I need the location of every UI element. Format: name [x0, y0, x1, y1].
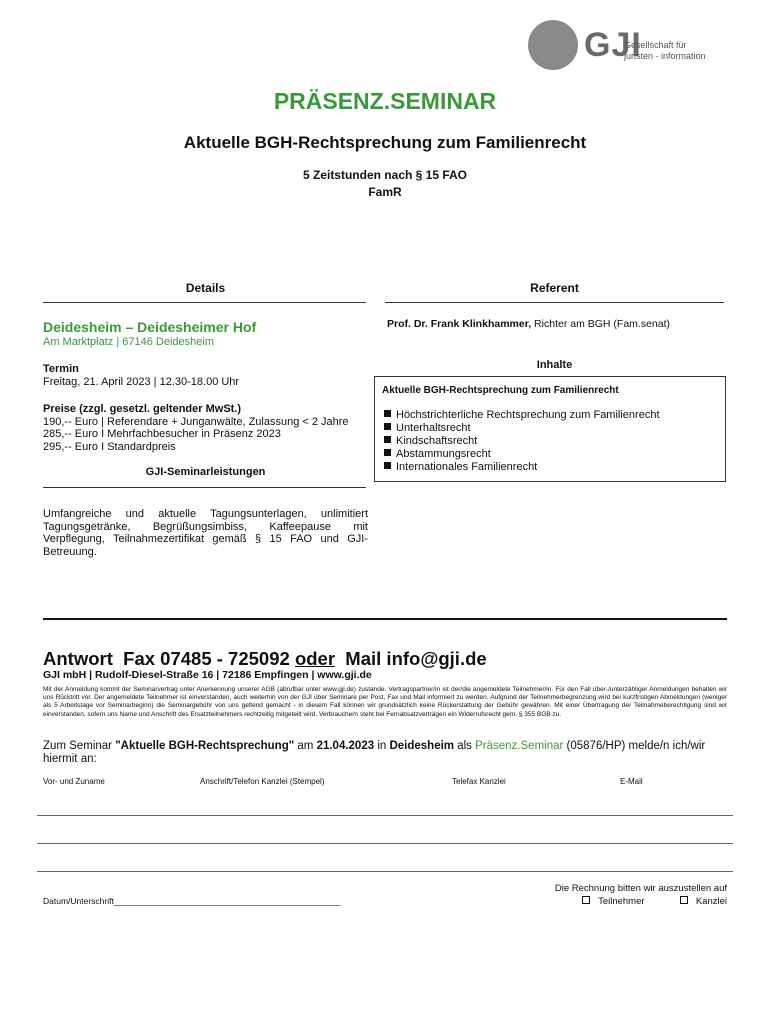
option-kanzlei[interactable]: Kanzlei [680, 896, 727, 907]
signature-field[interactable]: Datum/Unterschrift________________________________________________ [43, 896, 341, 906]
name-field-label: Vor- und Zuname [43, 777, 105, 786]
list-item: Kindschaftsrecht [384, 435, 660, 448]
fax-field-label: Telefax Kanzlei [452, 777, 506, 786]
answer-heading: Antwort Fax 07485 - 725092 oder Mail info@gji.de [43, 648, 487, 669]
company-line: GJI mbH | Rudolf-Diesel-Straße 16 | 72186 Empfingen | www.gji.de [43, 669, 372, 681]
prices-block: Preise (zzgl. gesetzl. geltender MwSt.) 190,-- Euro | Referendare + Junganwälte, Zulassung < 2 Jahre 285,-- Euro I Mehrfachbesucher in Präsenz 2023 295,-- Euro I Standardpreis [43, 403, 349, 453]
inhalte-box [374, 376, 726, 482]
invoice-label: Die Rechnung bitten wir auszustellen auf [554, 883, 727, 894]
page-title: PRÄSENZ.SEMINAR [273, 88, 497, 114]
bullet-icon [384, 449, 391, 456]
venue-name: Deidesheim – Deidesheimer Hof [43, 319, 257, 335]
services-text: Umfangreiche und aktuelle Tagungsunterlagen, unlimitiert Tagungsgetränke, Begrüßungsimbiss, Kaffeepause mit Verpflegung, Teilnahmezertifikat gemäß § 15 FAO und GJI-Betreuung. [43, 508, 368, 558]
divider [43, 487, 366, 488]
bullet-icon [384, 410, 391, 417]
section-divider [43, 618, 727, 620]
list-item: Höchstrichterliche Rechtsprechung zum Familienrecht [384, 409, 660, 422]
bullet-icon [384, 436, 391, 443]
checkbox-icon[interactable] [680, 896, 688, 904]
form-line-2[interactable] [37, 843, 733, 844]
bullet-icon [384, 462, 391, 469]
inhalte-box-title: Aktuelle BGH-Rechtsprechung zum Familienrecht [382, 385, 619, 396]
venue-address: Am Marktplatz | 67146 Deidesheim [43, 336, 214, 348]
registration-text: Zum Seminar "Aktuelle BGH-Rechtsprechung" am 21.04.2023 in Deidesheim als Präsenz.Seminar (05876/HP) melde/n ich/wir hiermit an: [43, 740, 706, 765]
address-field-label: Anschrift/Telefon Kanzlei (Stempel) [200, 777, 325, 786]
date-block: Termin Freitag, 21. April 2023 | 12.30-18.00 Uhr [43, 363, 240, 388]
email-field-label: E-Mail [620, 777, 643, 786]
referent-line: Prof. Dr. Frank Klinkhammer, Richter am BGH (Fam.senat) [387, 318, 671, 330]
form-line-3[interactable] [37, 871, 733, 872]
field-line: FamR [368, 185, 402, 199]
services-heading: GJI-Seminarleistungen [145, 466, 266, 478]
invoice-options [500, 896, 727, 907]
divider [385, 302, 724, 303]
bullet-icon [384, 423, 391, 430]
inhalte-list [384, 409, 660, 474]
details-heading: Details [185, 281, 226, 295]
inhalte-heading: Inhalte [536, 359, 573, 371]
gji-logo-subtitle: Gesellschaft für juristen - information [624, 40, 706, 61]
referent-heading: Referent [530, 281, 579, 295]
list-item: Abstammungsrecht [384, 448, 660, 461]
checkbox-icon[interactable] [582, 896, 590, 904]
hours-line: 5 Zeitstunden nach § 15 FAO [302, 168, 468, 182]
option-teilnehmer[interactable]: Teilnehmer [582, 896, 644, 907]
terms-text: Mit der Anmeldung kommt der Seminarvertrag unter Anerkennung unserer AGB (abrufbar unter www.gji.de) zustande. Vertragspartner/in ist der/die angemeldete Teilnehmer/in. Für den Fall über-/unterzähliger Anmeldungen behalten wir uns Rücktritt vor. Der angemeldete Teilnehmer ist einverstanden, auch weiterhin von der GJI über Seminare per Post, Fax und Mail informiert zu werden. Aufgrund der Teilnehmerbegrenzung wird bei kurzfristigen Abmeldungen (weniger als 5 Arbeitstage vor Seminarbeginn) die Seminargebühr von uns geltend gemacht - in diesem Fall können wir grundsätzlich keine Rückerstattung der Gebühr gewähren. Mit einer Übertragung der Teilnahmeberechtigung sind wir einverstanden, sofern uns Name und Anschrift des Ersatzteilnehmers rechtzeitig mitgeteilt wird. Verbrauchern steht bei Fernabsatzverträgen ein Widerrufsrecht gem. § 355 BGB zu. [43, 686, 727, 718]
gji-logo: GJI [584, 26, 642, 64]
list-item: Unterhaltsrecht [384, 422, 660, 435]
gji-logo-emblem [528, 20, 578, 70]
divider [43, 302, 366, 303]
list-item: Internationales Familienrecht [384, 461, 660, 474]
seminar-subtitle: Aktuelle BGH-Rechtsprechung zum Familienrecht [183, 133, 587, 152]
form-line-1[interactable] [37, 815, 733, 816]
